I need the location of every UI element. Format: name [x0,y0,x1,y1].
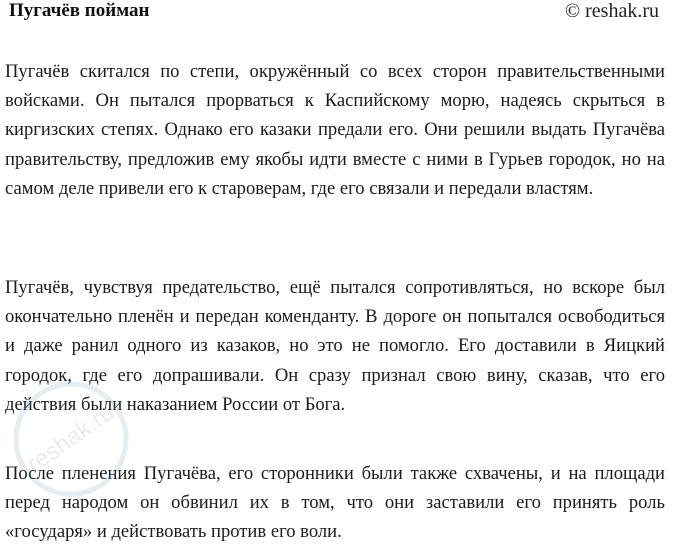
site-credit[interactable]: © reshak.ru [564,0,659,22]
document-header [4,0,671,30]
svg-text:reshak.ru: reshak.ru [21,398,120,479]
paragraph-2: Пугачёв, чувствуя предательство, ещё пытался сопротивляться, но вскоре был окончательно пленён и передан коменданту. В дороге он попытался освободиться и даже ранил одного из казаков, но это не помогло. Его доставили в Яицкий городок, где его допрашивали. Он сразу признал свою вину, сказав, что его действия были наказанием России от Бога. [5,276,665,416]
page-title: Пугачёв пойман [9,0,150,21]
paragraph-1: Пугачёв скитался по степи, окружённый со всех сторон правительственными войсками. Он пытался прорваться к Каспийскому морю, надеясь скрыться в киргизских степях. Однако его казаки предали его. Они решили выдать Пугачёва правительству, предложив ему якобы идти вместе с ними в Гурьев городок, но на самом деле привели его к староверам, где его связали и передали властям. [5,60,665,200]
paragraph-3: После пленения Пугачёва, его сторонники были также схвачены, и на площади перед народом он обвинил их в том, что они заставили его принять роль «государя» и действовать против его воли. [5,462,665,543]
